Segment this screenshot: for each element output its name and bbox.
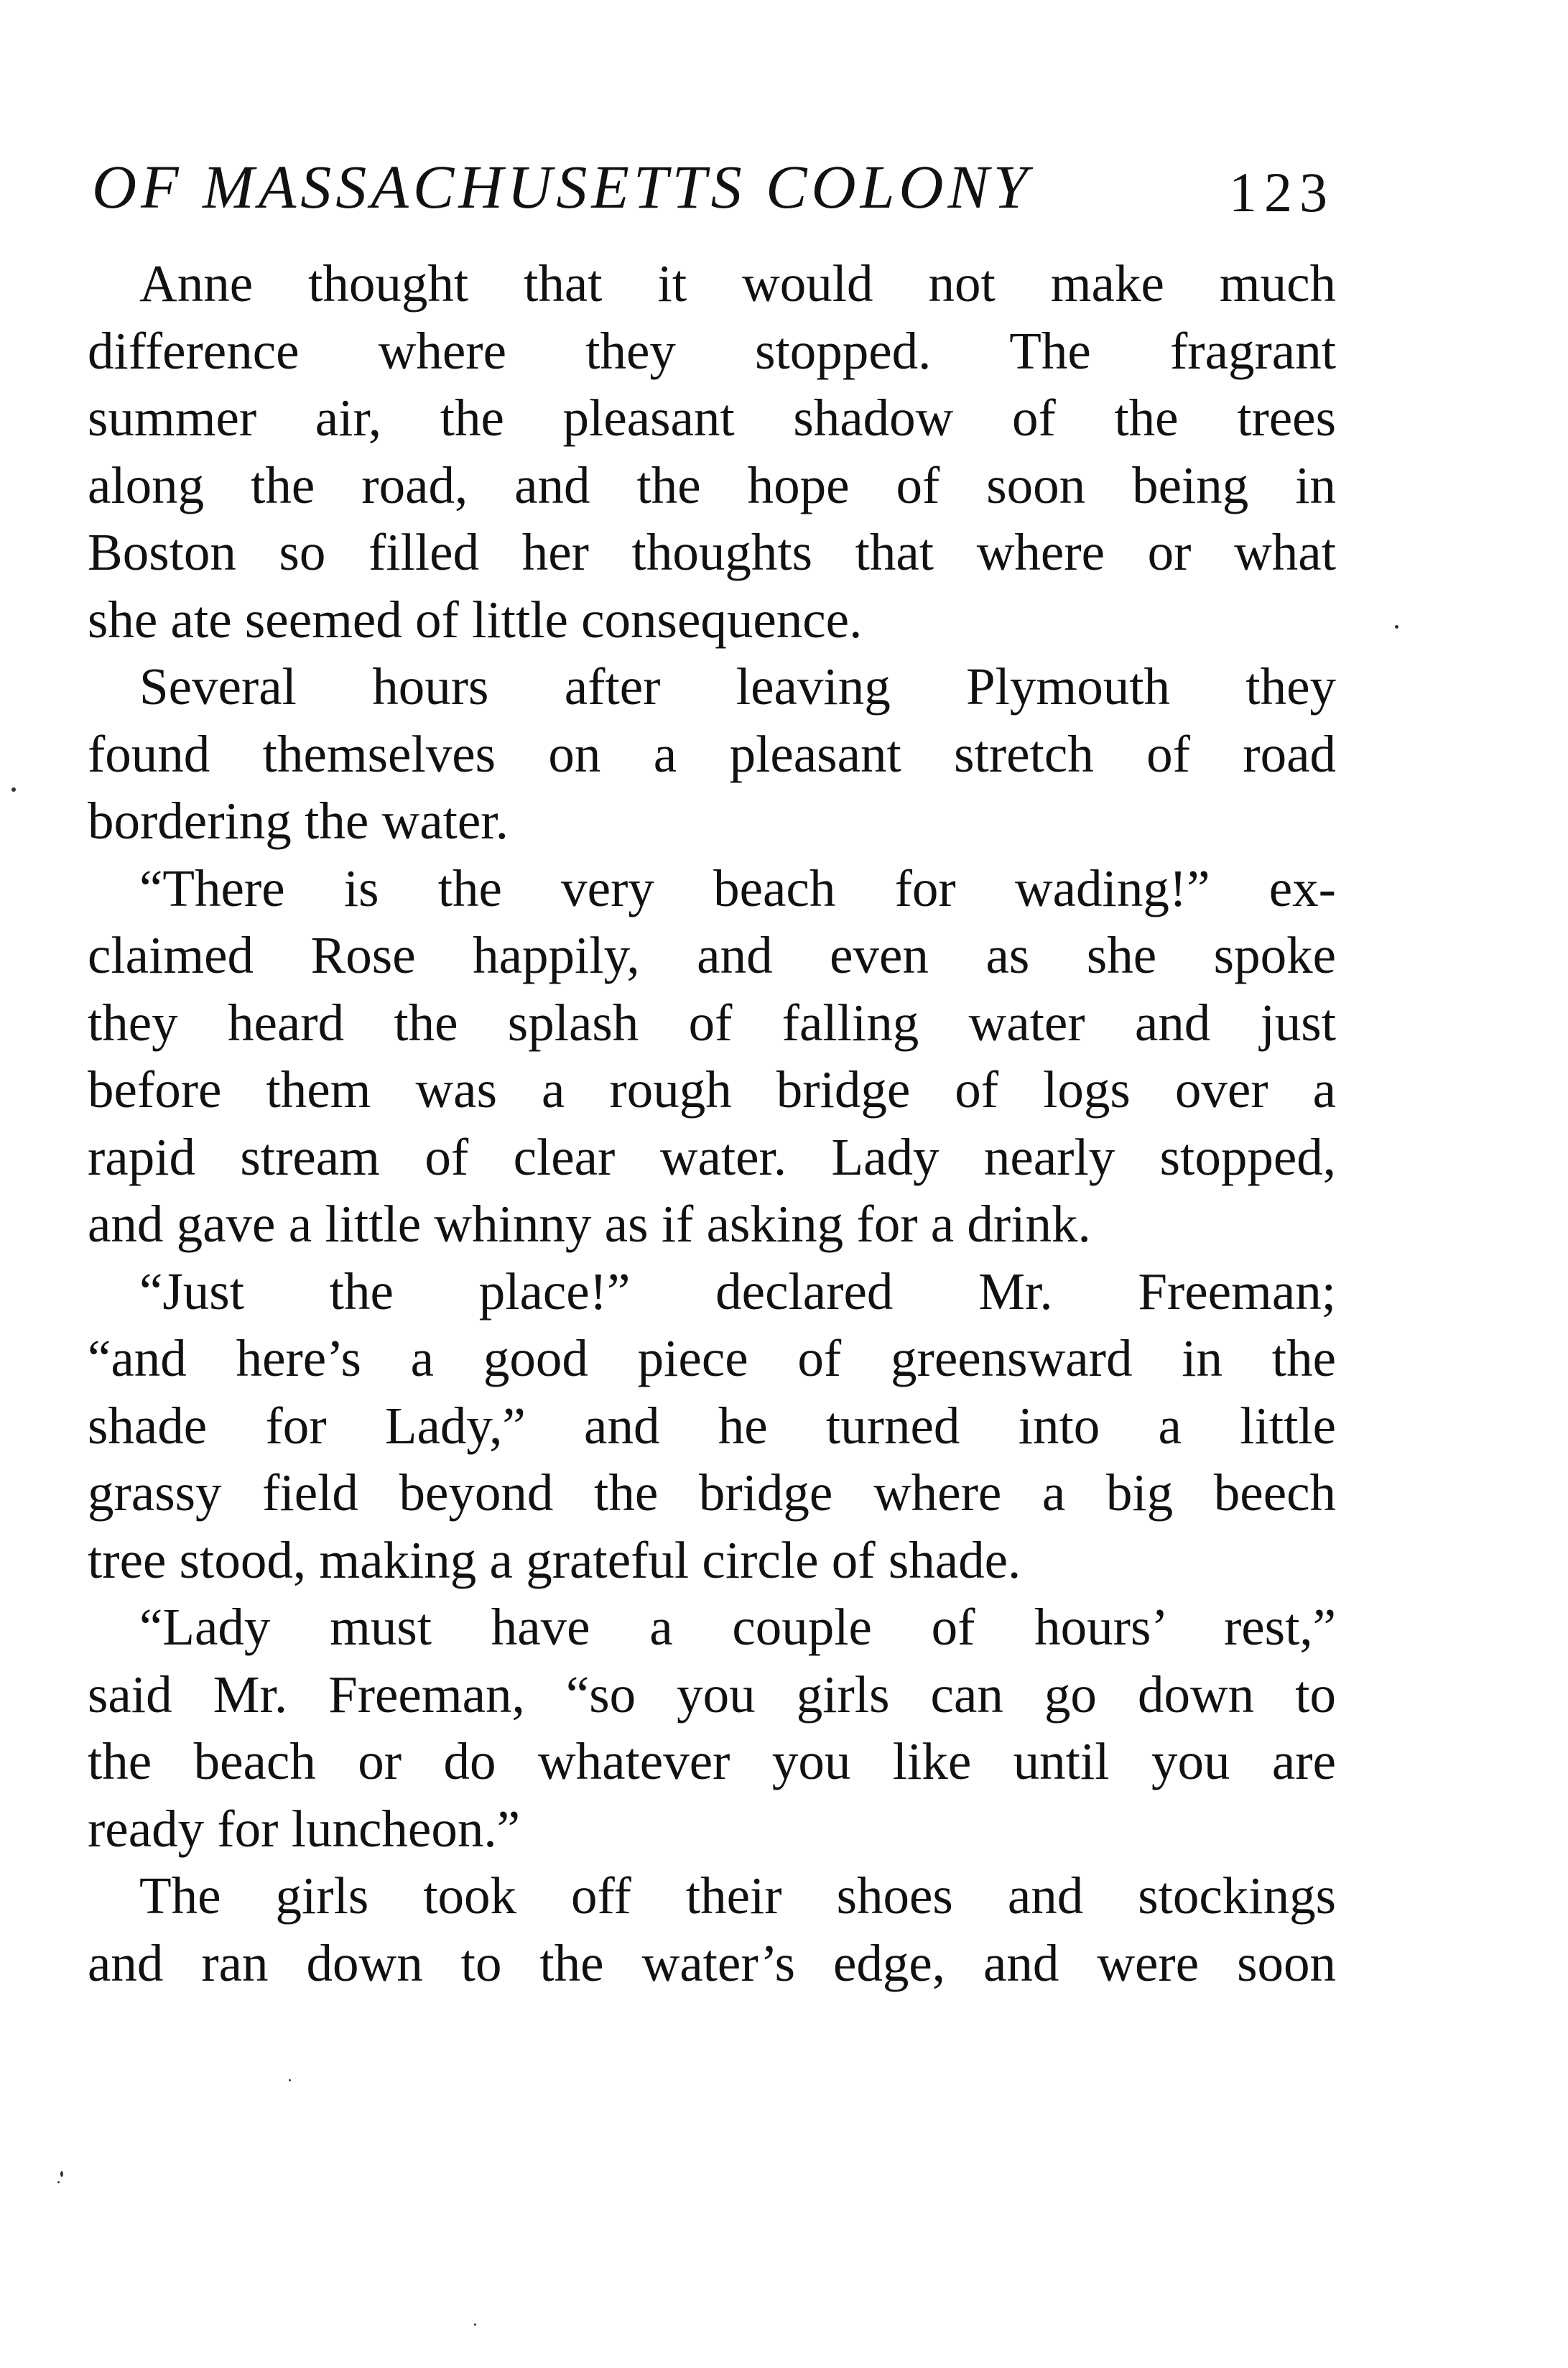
scan-speck xyxy=(474,2323,476,2326)
text-line: tree stood, making a grateful circle of shade. xyxy=(88,1530,1021,1589)
scan-speck xyxy=(1395,625,1398,629)
paragraph xyxy=(88,1258,1336,1594)
text-line: bordering the water. xyxy=(88,792,509,850)
paragraph xyxy=(88,855,1336,1258)
text-line: Several hours after leaving Plymouth they xyxy=(139,657,1336,716)
text-line: she ate seemed of little consequence. xyxy=(88,590,863,649)
text-line: shade for Lady,” and he turned into a little xyxy=(88,1396,1336,1455)
text-line: difference where they stopped. The fragrant xyxy=(88,321,1336,380)
page-number: 123 xyxy=(1229,161,1335,223)
text-line: grassy field beyond the bridge where a big beech xyxy=(88,1463,1336,1522)
text-line: Boston so filled her thoughts that where or what xyxy=(88,523,1336,581)
text-line: they heard the splash of falling water and just xyxy=(88,993,1336,1052)
scan-speck xyxy=(289,2079,291,2081)
text-line: and gave a little whinny as if asking for a drink. xyxy=(88,1195,1091,1253)
text-line: along the road, and the hope of soon being in xyxy=(88,455,1336,514)
text-line: rapid stream of clear water. Lady nearly stopped, xyxy=(88,1127,1336,1186)
text-line: “Just the place!” declared Mr. Freeman; xyxy=(139,1262,1336,1321)
paragraph xyxy=(88,653,1336,855)
text-line: The girls took off their shoes and stockings xyxy=(139,1867,1336,1925)
running-head xyxy=(92,147,1335,226)
paragraph xyxy=(88,1862,1336,1997)
text-line: before them was a rough bridge of logs over a xyxy=(88,1060,1336,1119)
text-line: and ran down to the water’s edge, and were soon xyxy=(88,1933,1336,1992)
text-line: found themselves on a pleasant stretch of road xyxy=(88,724,1336,783)
body-text xyxy=(88,250,1336,1997)
scan-speck xyxy=(11,787,16,792)
text-line: Anne thought that it would not make much xyxy=(139,254,1336,313)
text-line: said Mr. Freeman, “so you girls can go down to xyxy=(88,1665,1336,1724)
text-line: the beach or do whatever you like until you are xyxy=(88,1732,1336,1790)
text-line: summer air, the pleasant shadow of the trees xyxy=(88,389,1336,447)
scan-speck xyxy=(57,2181,60,2183)
text-line: “Lady must have a couple of hours’ rest,” xyxy=(139,1598,1336,1656)
paragraph xyxy=(88,1594,1336,1862)
text-line: “There is the very beach for wading!” ex- xyxy=(139,859,1336,917)
text-line: ready for luncheon.” xyxy=(88,1799,520,1858)
running-head-title: OF MASSACHUSETTS COLONY xyxy=(92,152,1032,221)
text-line: “and here’s a good piece of greensward in the xyxy=(88,1329,1336,1387)
text-line: claimed Rose happily, and even as she spoke xyxy=(88,926,1336,984)
scan-speck xyxy=(60,2171,63,2177)
paragraph xyxy=(88,250,1336,653)
